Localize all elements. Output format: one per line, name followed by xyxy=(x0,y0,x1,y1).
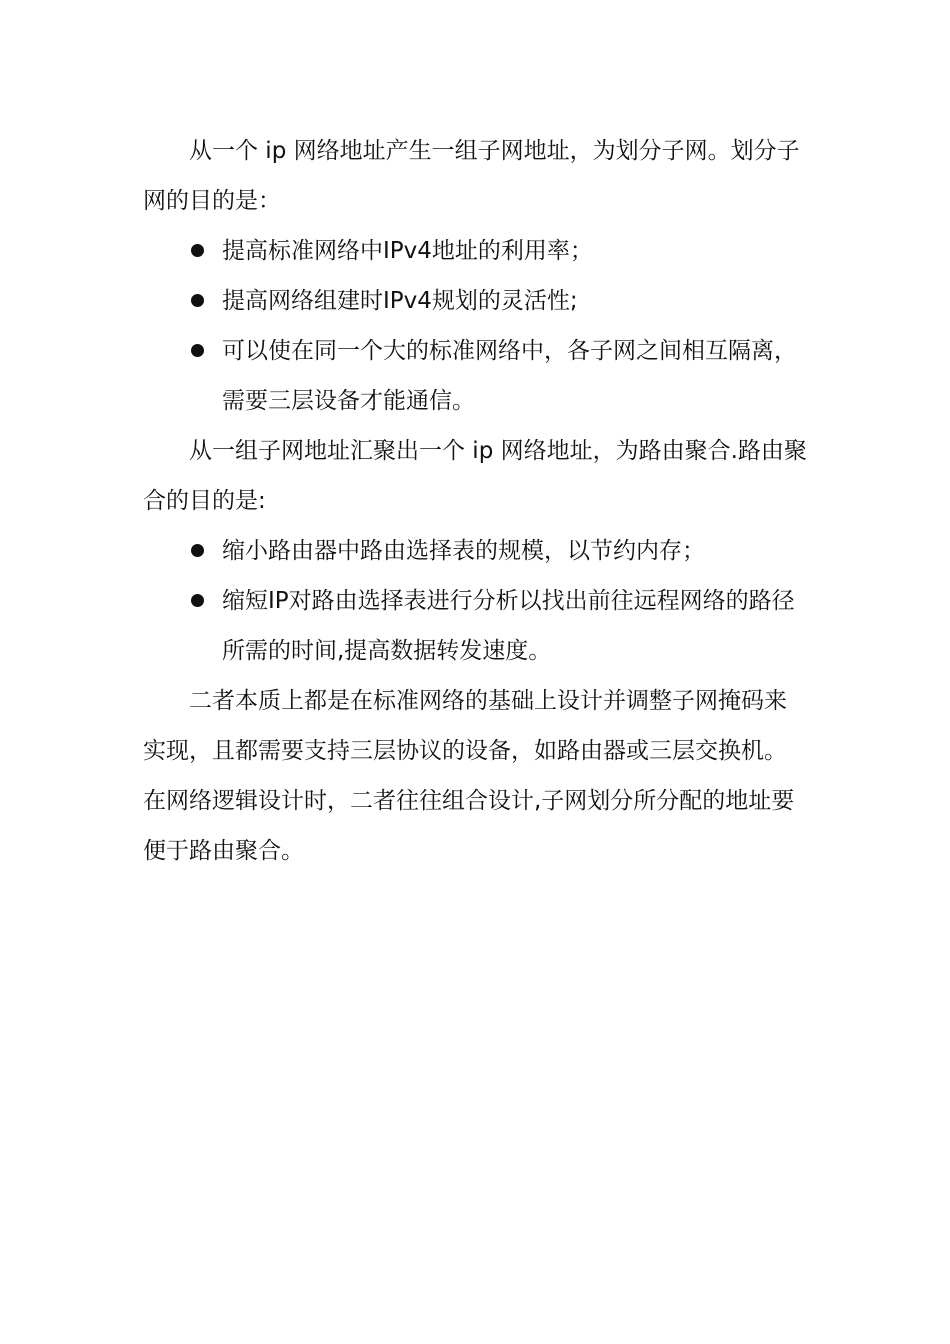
list-item-text: 可以使在同一个大的标准网络中，各子网之间相互隔离，需要三层设备才能通信。 xyxy=(222,338,797,414)
aggregation-purpose-list xyxy=(143,526,807,676)
subnetting-purpose-list xyxy=(143,226,807,426)
paragraph-aggregation-intro: 从一组子网地址汇聚出一个 ip 网络地址，为路由聚合.路由聚合的目的是: xyxy=(143,438,807,514)
list-item xyxy=(143,576,807,676)
bullet-icon xyxy=(191,344,204,357)
list-item xyxy=(143,226,807,276)
bullet-icon xyxy=(191,294,204,307)
list-item xyxy=(143,326,807,426)
list-item xyxy=(143,526,807,576)
list-item-text: 缩短IP对路由选择表进行分析以找出前往远程网络的路径所需的时间,提高数据转发速度。 xyxy=(222,588,795,664)
list-item-text: 缩小路由器中路由选择表的规模，以节约内存； xyxy=(222,538,705,564)
bullet-icon xyxy=(191,544,204,557)
document-page xyxy=(143,126,807,876)
list-item-text: 提高网络组建时IPv4规划的灵活性; xyxy=(222,288,578,314)
bullet-icon xyxy=(191,594,204,607)
bullet-icon xyxy=(191,244,204,257)
paragraph-subnetting-intro: 从一个 ip 网络地址产生一组子网地址，为划分子网。划分子网的目的是： xyxy=(143,138,800,214)
list-item xyxy=(143,276,807,326)
list-item-text: 提高标准网络中IPv4地址的利用率； xyxy=(222,238,593,264)
paragraph-summary: 二者本质上都是在标准网络的基础上设计并调整子网掩码来实现，且都需要支持三层协议的设备，如路由器或三层交换机。在网络逻辑设计时，二者往往组合设计,子网划分所分配的地址要便于路由聚合。 xyxy=(143,688,795,864)
